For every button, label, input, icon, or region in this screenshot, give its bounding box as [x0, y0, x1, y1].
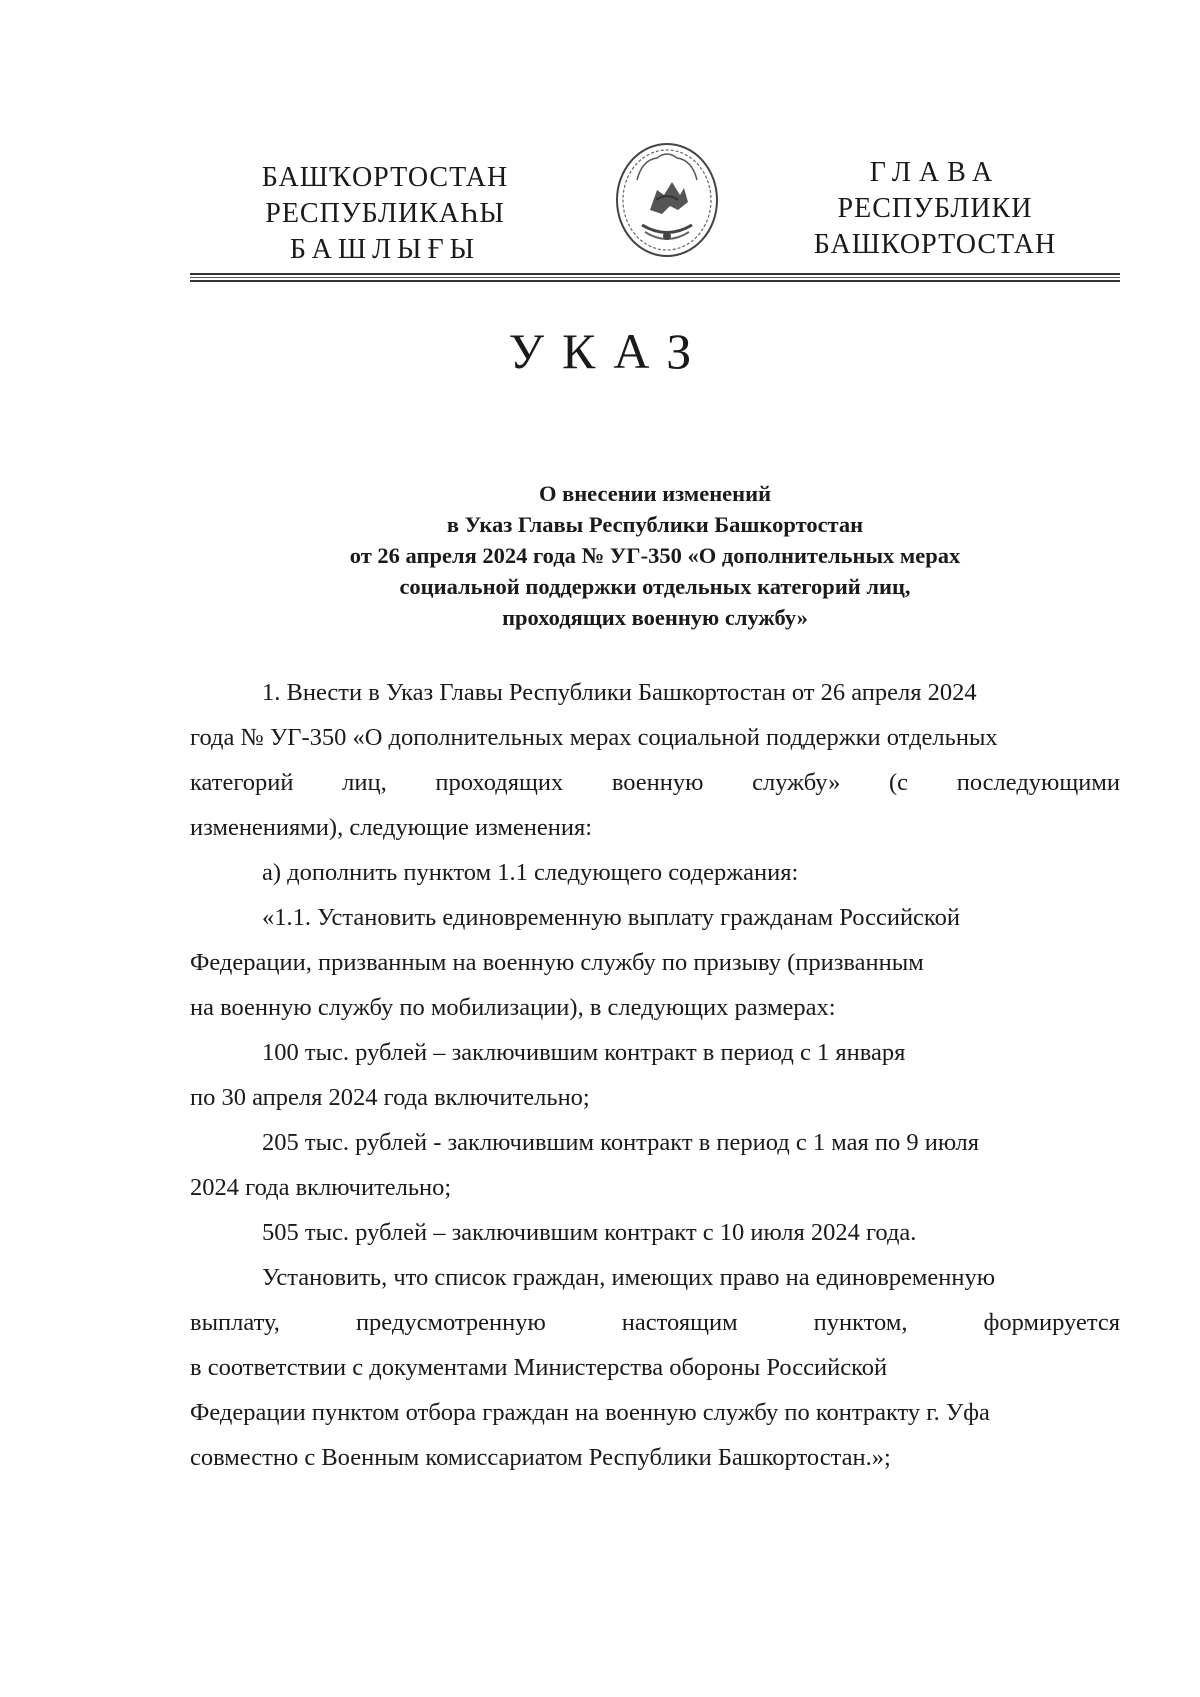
p1-line-3-word: военную: [611, 769, 704, 796]
p1-line-3-word: категорий: [190, 769, 294, 796]
header-right-line-3: БАШКОРТОСТАН: [813, 229, 1057, 260]
p1-line-1: 1. Внести в Указ Главы Республики Башкортостан от 26 апреля 2024: [262, 679, 977, 706]
decree-title: [190, 478, 1120, 633]
p7-line-2-word: пунктом,: [813, 1309, 908, 1336]
header-bashkir-title: [220, 160, 550, 268]
p3-line-3: на военную службу по мобилизации), в следующих размерах:: [190, 994, 836, 1021]
p4-line-2: по 30 апреля 2024 года включительно;: [190, 1084, 590, 1111]
p5-line-1: 205 тыс. рублей - заключившим контракт в период с 1 мая по 9 июля: [262, 1129, 980, 1156]
header-rule-top: [190, 273, 1120, 275]
header-right-line-2: РЕСПУБЛИКИ: [837, 193, 1033, 224]
header-left-line-1: БАШҠОРТОСТАН: [261, 162, 509, 193]
p7-line-5: совместно с Военным комиссариатом Республики Башкортостан.»;: [190, 1444, 891, 1471]
p7-line-2-word: формируется: [983, 1309, 1120, 1336]
title-line-5: проходящих военную службу»: [502, 605, 808, 630]
p1-line-3-word: службу»: [752, 769, 841, 796]
p3-line-2: Федерации, призванным на военную службу по призыву (призванным: [190, 949, 924, 976]
header-right-line-1: ГЛАВА: [869, 157, 1001, 188]
p1-line-3-word: проходящих: [435, 769, 564, 796]
document-type-heading: УКАЗ: [508, 323, 710, 379]
title-line-4: социальной поддержки отдельных категорий лиц,: [399, 574, 911, 599]
p1-line-2: года № УГ-350 «О дополнительных мерах социальной поддержки отдельных: [190, 724, 998, 751]
p4-line-1: 100 тыс. рублей – заключившим контракт в период с 1 января: [262, 1039, 906, 1066]
p7-line-2: [190, 1300, 1120, 1345]
p3-line-1: «1.1. Установить единовременную выплату гражданам Российской: [262, 904, 960, 931]
bashkortostan-coat-of-arms-icon: [612, 140, 722, 260]
p1-line-3-word: последующими: [956, 769, 1120, 796]
p7-line-2-word: предусмотренную: [355, 1309, 546, 1336]
p7-line-3: в соответствии с документами Министерства обороны Российской: [190, 1354, 888, 1381]
p7-line-1: Установить, что список граждан, имеющих право на единовременную: [262, 1264, 996, 1291]
header-rule-middle: [190, 277, 1120, 278]
p7-line-2-word: настоящим: [621, 1309, 738, 1336]
p6-line-1: 505 тыс. рублей – заключившим контракт с 10 июля 2024 года.: [262, 1219, 917, 1246]
title-line-3: от 26 апреля 2024 года № УГ-350 «О дополнительных мерах: [349, 543, 961, 568]
p5-line-2: 2024 года включительно;: [190, 1174, 452, 1201]
p2-line-1: а) дополнить пунктом 1.1 следующего содержания:: [262, 859, 799, 886]
p7-line-2-word: выплату,: [190, 1309, 280, 1336]
header-left-line-3: БАШЛЫҒЫ: [289, 234, 481, 265]
p7-line-4: Федерации пунктом отбора граждан на военную службу по контракту г. Уфа: [190, 1399, 990, 1426]
p1-line-3-word: лиц,: [342, 769, 387, 796]
decree-body: [190, 670, 1120, 1480]
title-line-1: О внесении изменений: [538, 481, 772, 506]
title-line-2: в Указ Главы Республики Башкортостан: [446, 512, 864, 537]
header-left-line-2: РЕСПУБЛИКАҺЫ: [265, 198, 505, 229]
p1-line-3: [190, 760, 1120, 805]
p1-line-3-word: (с: [889, 769, 909, 796]
p1-line-4: изменениями), следующие изменения:: [190, 814, 593, 841]
header-russian-title: [790, 155, 1080, 263]
header-rule-bottom: [190, 280, 1120, 282]
